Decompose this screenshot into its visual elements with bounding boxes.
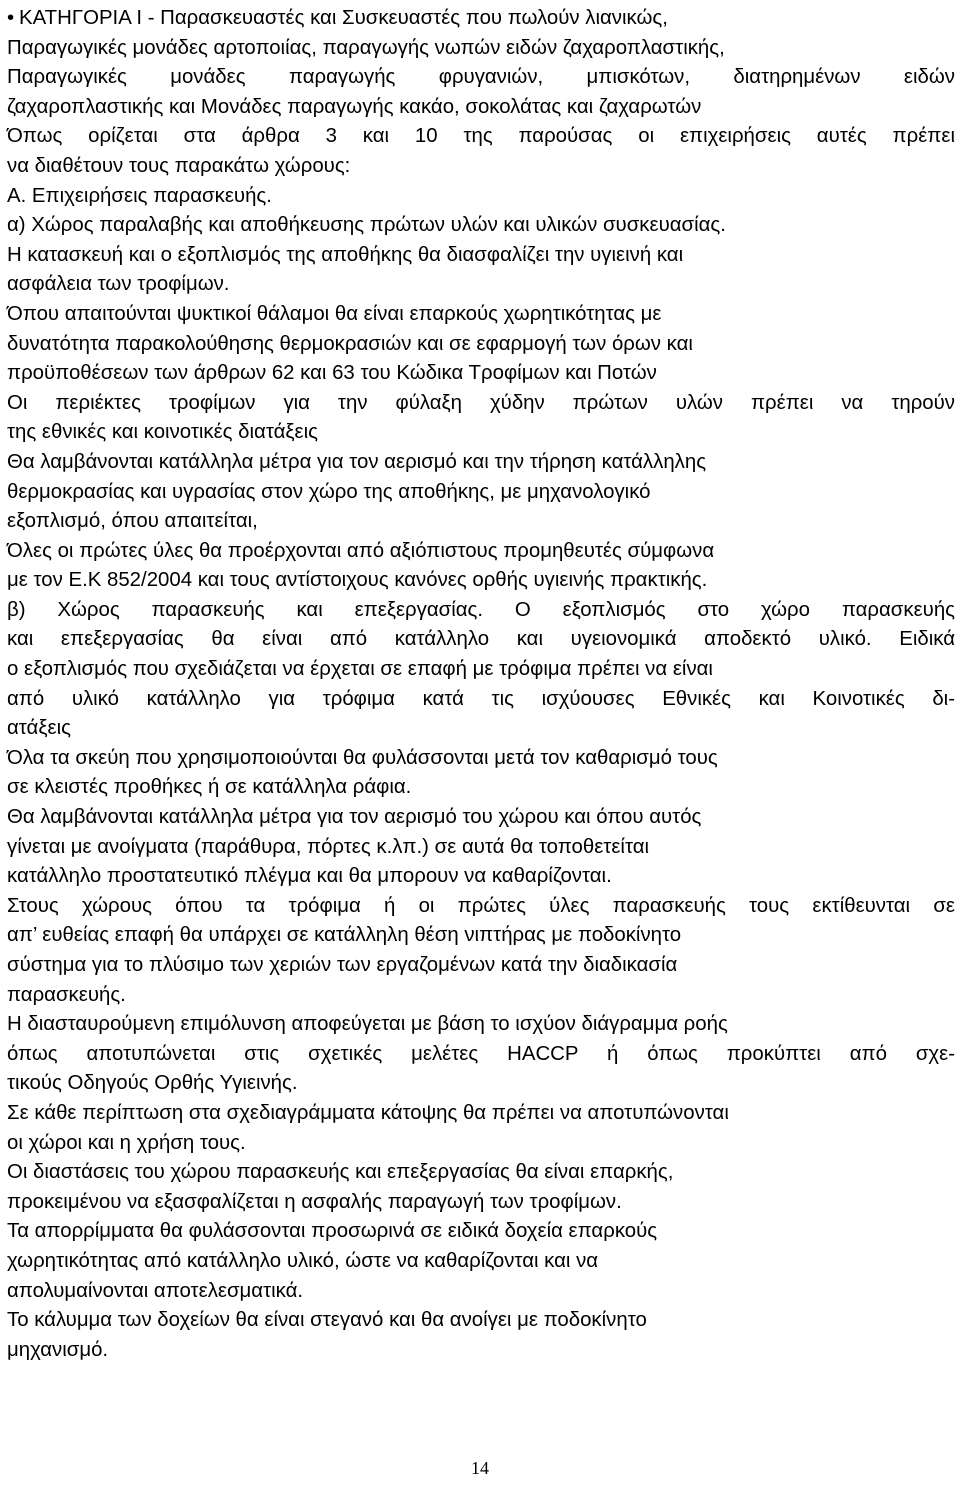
text-line: ο εξοπλισμός που σχεδιάζεται να έρχεται σε επαφή με τρόφιμα πρέπει να είναι bbox=[7, 658, 713, 681]
text-line: οι χώροι και η χρήση τους. bbox=[7, 1131, 246, 1154]
text-line: ζαχαροπλαστικής και Μονάδες παραγωγής κακάο, σοκολάτας και ζαχαρωτών bbox=[7, 95, 702, 118]
text-line: θερμοκρασίας και υγρασίας στον χώρο της αποθήκης, με μηχανολογικό bbox=[7, 480, 651, 503]
text-line: Όλα τα σκεύη που χρησιμοποιούνται θα φυλάσσονται μετά τον καθαρισμό τους bbox=[7, 746, 718, 769]
text-line: Η κατασκευή και ο εξοπλισμός της αποθήκης θα διασφαλίζει την υγιεινή και bbox=[7, 243, 684, 266]
text-line: Στους χώρους όπου τα τρόφιμα ή οι πρώτες ύλες παρασκευής τους εκτίθευνται σε bbox=[7, 894, 955, 917]
text-line: Όπου απαιτούνται ψυκτικοί θάλαμοι θα είναι επαρκούς χωρητικότητας με bbox=[7, 302, 662, 325]
text-line bbox=[7, 4, 955, 34]
text-line: χωρητικότητας από κατάλληλο υλικό, ώστε να καθαρίζονται και να bbox=[7, 1249, 599, 1272]
subsection-heading: α) Χώρος παραλαβής και αποθήκευσης πρώτων υλών και υλικών συσκευασίας. bbox=[7, 214, 726, 237]
text-line: ασφάλεια των τροφίμων. bbox=[7, 273, 230, 296]
text-line: Τα απορρίμματα θα φυλάσσονται προσωρινά σε ειδικά δοχεία επαρκούς bbox=[7, 1220, 658, 1243]
text-line: δυνατότητα παρακολούθησης θερμοκρασιών και σε εφαρμογή των όρων και bbox=[7, 332, 693, 355]
document-body bbox=[7, 4, 955, 1365]
text-line: Το κάλυμμα των δοχείων θα είναι στεγανό και θα ανοίγει με ποδοκίνητο bbox=[7, 1309, 647, 1332]
text-line: να διαθέτουν τους παρακάτω χώρους: bbox=[7, 154, 351, 177]
text-line: και επεξεργασίας θα είναι από κατάλληλο και υγειονομικά αποδεκτό υλικό. Ειδικά bbox=[7, 628, 955, 651]
text-line: με τον Ε.Κ 852/2004 και τους αντίστοιχους κανόνες ορθής υγιεινής πρακτικής. bbox=[7, 569, 708, 592]
text-line: ατάξεις bbox=[7, 717, 71, 740]
text-line: Όλες οι πρώτες ύλες θα προέρχονται από αξιόπιστους προμηθευτές σύμφωνα bbox=[7, 539, 715, 562]
text-line: Οι περιέκτες τροφίμων για την φύλαξη χύδην πρώτων υλών πρέπει να τηρούν bbox=[7, 391, 955, 414]
text-line: Παραγωγικές μονάδες αρτοποιίας, παραγωγής νωπών ειδών ζαχαροπλαστικής, bbox=[7, 36, 725, 59]
text-line: όπως αποτυπώνεται στις σχετικές μελέτες HACCP ή όπως προκύπτει από σχε- bbox=[7, 1042, 955, 1065]
text-line: από υλικό κατάλληλο για τρόφιμα κατά τις ισχύουσες Εθνικές και Κοινοτικές δι- bbox=[7, 687, 955, 710]
text-line: Οι διαστάσεις του χώρου παρασκευής και επεξεργασίας θα είναι επαρκής, bbox=[7, 1161, 674, 1184]
text-line: εξοπλισμό, όπου απαιτείται, bbox=[7, 510, 258, 533]
text-line: παρασκευής. bbox=[7, 983, 126, 1006]
text-line: προϋποθέσεων των άρθρων 62 και 63 του Κώδικα Τροφίμων και Ποτών bbox=[7, 362, 657, 385]
text-line: Θα λαμβάνονται κατάλληλα μέτρα για τον αερισμό του χώρου και όπου αυτός bbox=[7, 806, 702, 829]
text-line: απ’ ευθείας επαφή θα υπάρχει σε κατάλληλη θέση νιπτήρας με ποδοκίνητο bbox=[7, 924, 682, 947]
text-line: Θα λαμβάνονται κατάλληλα μέτρα για τον αερισμό και την τήρηση κατάλληλης bbox=[7, 450, 707, 473]
text-line: Η διασταυρούμενη επιμόλυνση αποφεύγεται με βάση το ισχύον διάγραμμα ροής bbox=[7, 1013, 728, 1036]
text-line: Παραγωγικές μονάδες παραγωγής φρυγανιών, μπισκότων, διατηρημένων ειδών bbox=[7, 66, 955, 89]
text-line: σε κλειστές προθήκες ή σε κατάλληλα ράφια. bbox=[7, 776, 412, 799]
text-line: μηχανισμό. bbox=[7, 1338, 109, 1361]
text-line: γίνεται με ανοίγματα (παράθυρα, πόρτες κ.λπ.) σε αυτά θα τοποθετείται bbox=[7, 835, 650, 858]
text-line: Σε κάθε περίπτωση στα σχεδιαγράμματα κάτοψης θα πρέπει να αποτυπώνονται bbox=[7, 1101, 729, 1124]
category-heading: ΚΑΤΗΓΟΡΙΑ Ι - Παρασκευαστές και Συσκευαστές που πωλούν λιανικώς, bbox=[19, 7, 668, 29]
page-number: 14 bbox=[471, 1458, 489, 1478]
bullet-icon: • bbox=[7, 7, 15, 29]
text-line: κατάλληλο προστατευτικό πλέγμα και θα μπορουν να καθαρίζονται. bbox=[7, 865, 612, 888]
text-line: της εθνικές και κοινοτικές διατάξεις bbox=[7, 421, 318, 444]
text-line: τικούς Οδηγούς Ορθής Υγιεινής. bbox=[7, 1072, 298, 1095]
text-line: απολυμαίνονται αποτελεσματικά. bbox=[7, 1279, 304, 1302]
section-heading: Α. Επιχειρήσεις παρασκευής. bbox=[7, 184, 272, 207]
text-line: Όπως ορίζεται στα άρθρα 3 και 10 της παρούσας οι επιχειρήσεις αυτές πρέπει bbox=[7, 125, 955, 148]
subsection-heading: β) Χώρος παρασκευής και επεξεργασίας. Ο εξοπλισμός στο χώρο παρασκευής bbox=[7, 598, 955, 621]
text-line: σύστημα για το πλύσιμο των χεριών των εργαζομένων κατά την διαδικασία bbox=[7, 954, 678, 976]
text-line: προκειμένου να εξασφαλίζεται η ασφαλής παραγωγή των τροφίμων. bbox=[7, 1190, 622, 1213]
